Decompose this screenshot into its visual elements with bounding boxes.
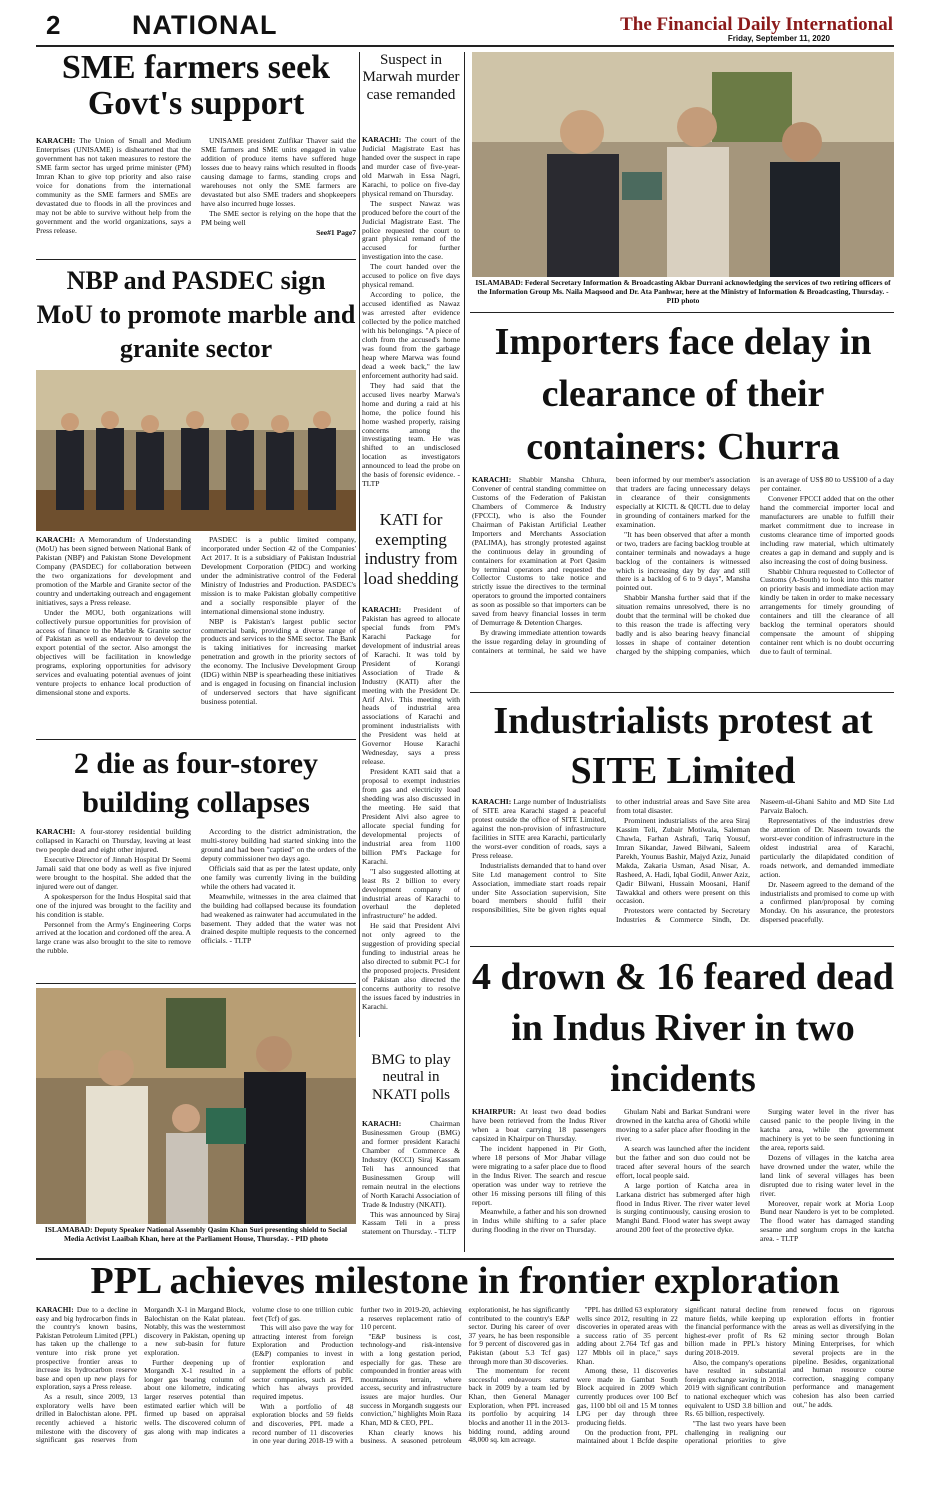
- indus-headline: 4 drown & 16 feared dead in Indus River in two incidents: [472, 956, 894, 1100]
- kati-para-3: "I also suggested allotting at least Rs 2 billion to every development company of industrial areas of Karachi to overhaul the depleted infrastructure" he added.: [362, 866, 460, 921]
- collapse-para-4: Personnel from the Army's Engineering Corps arrived at the location and cordoned off the area. A large crane was also brought to the site to remove the rubble.: [36, 919, 191, 956]
- marwah-para-5: They had said that the accused lives nearby Marwa's home and during a raid at his home, the police found his home washed properly, raising concerns among the investigating team. He was shifted to an undisclosed location as investigators announced to lead the probe on the basis of forensic evidence. - TLTP: [362, 380, 460, 489]
- marwah-dateline: KARACHI:: [362, 136, 402, 144]
- marwah-article: [362, 136, 460, 496]
- paper-name: The Financial Daily International: [620, 14, 893, 35]
- nbp-headline: NBP and PASDEC sign MoU to promote marble and granite sector: [36, 266, 356, 363]
- bmg-dateline: KARACHI:: [362, 1120, 402, 1128]
- issue-date: Friday, September 11, 2020: [727, 34, 830, 43]
- indus-para-3: Meanwhile, a father and his son drowned in Indus while shifting to a safer place during flooding in the river on Thursday.: [472, 1207, 606, 1235]
- marwah-para-2: The suspect Nawaz was produced before the court of the Judicial Magistrate East. The police requested the court to grant physical remand of the accused for further investigation into the case.: [362, 198, 460, 262]
- marwah-headline: Suspect in Marwah murder case remanded: [362, 52, 460, 103]
- ppl-para-6: "E&P business is cost, technology-and risk-intensive with a long gestation period, especially for gas. These are compounded in frontier areas with mountainous terrain, where access, security and infrastructure issues are major hurdles. Our success in Morgandh suggests our conviction," highlights Moin Raza Khan, MD & CEO, PPL.: [360, 1331, 462, 1427]
- site-dateline: KARACHI:: [472, 798, 512, 806]
- page-number: 2: [46, 10, 61, 40]
- sme-para-1: The Union of Small and Medium Enterprises (UNISAME) is disheartened that the government has not taken measures to restore the SME farm sector has urged prime minister (PM) Imran Khan to give top priority and also raise voice for donations from the international community as the SME farmers and SMEs are devastated due to floods in all the provinces and may not be able to survive without help from the government and the world organizations, says a Press release.: [36, 137, 192, 235]
- collapse-para-7: Meanwhile, witnesses in the area claimed that the building had collapsed because its foundation had weakened as rainwater had accumulated in the basement. They added that the water was not drained despite multiple requests to the concerned officials. - TLTP: [201, 891, 356, 946]
- masthead-rule: [36, 45, 894, 47]
- kati-para-4: He said that President Alvi not only agreed to the suggestion of providing special funding to industrial areas he also directed to submit PC-I for the proposed projects. President of Pakistan also directed the concerns authority to resolve the issues faced by industries in Karachi.: [362, 921, 460, 1011]
- site-article: [472, 798, 894, 940]
- importers-para-1: Shabbir Mansha Chhura, Convener of central standing committee on Customs of the Federation of Pakistan Chambers of Commerce & Industry (FPCCI), who is also the Founder Chairman of Pakistan Artificial Leather Importers and Merchants Association (PALIMA), has strongly protested against the continuous delay in grounding of containers for examination at Port Qasim by terminal operators and requested the Collector Customs to take notice and strictly issue the directives to the terminal operators to ground the imported containers as soon as possible so that importers can be saved from heavy financial losses in term of Demurrage & Detention Charges.: [472, 476, 607, 628]
- photo-bottom-caption: ISLAMABAD: Deputy Speaker National Assembly Qasim Khan Suri presenting shield to Social Media Activist Laaibah Khan, here at the Parliament House, Thursday. - PID photo: [44, 1226, 348, 1243]
- photo-top-caption: ISLAMABAD: Federal Secretary Information & Broadcasting Akbar Durrani acknowledging the services of two retiring officers of the Information Group Ms. Naila Maqsood and Dr. Ata Panhwar, here at the Ministry of Information & Broadcasting, Thursday. - PID photo: [475, 279, 891, 305]
- site-para-5: Representatives of the industries drew the attention of Dr. Naseem towards the worst-ever condition of infrastructure in the oldest industrial area of Karachi, particularly the dilapidated condition of roads network, and demanded immediate action.: [760, 815, 894, 879]
- nbp-para-1: A Memorandum of Understanding (MoU) has been signed between National Bank of Pakistan (NBP) and Pakistan Stone Development Company (PASDEC) for collaboration between the two organizations for development and promotion of the Marble and Granite sector of the country and undertaking outreach and engagement initiatives, says a Press release.: [36, 536, 191, 607]
- collapse-para-1: A four-storey residential building collapsed in Karachi on Thursday, leaving at least two people dead and eight other injured.: [36, 828, 191, 854]
- divider: [36, 1258, 894, 1260]
- importers-para-6: Shabbir Chhura requested to Collector of Customs (A-South) to look into this matter on priority basis and immediate action may kindly be taken in order to make necessary arrangements for timely grounding of containers and till the clearance of all backlog the terminal operators should compensate the amount of shipping container rent which is no doubt occurring due to fault of terminal.: [760, 566, 894, 657]
- kati-para-1: President of Pakistan has agreed to allocate special funds from PM's Karachi Package for development of industrial areas of Karachi. It was told by President of Korangi Association of Trade & Industry (KATI) after the meeting with the President Dr. Arif Alvi. This meeting with heads of industrial area associations of Karachi and prominent industrialists with the President was held at Governor House Karachi Wednesday, says a press release.: [362, 606, 460, 767]
- bmg-para-1: Chairman Businessmen Group (BMG) and former president Karachi Chamber of Commerce & Industry (KCCI) Siraj Kassam Teli has announced that Businessmen Group will remain neutral in the elections of North Karachi Association of Trade & Industry (NKATI).: [362, 1120, 460, 1209]
- divider: [36, 983, 356, 984]
- ppl-para-3: Further deepening up of Morgandh X-1 resulted in a longer gas bearing column of about one kilometre, indicating larger reserves potential than estimated earlier which will be firmed up based on appraisal wells. The discovered column of gas along with map indicates a volume close to one trillion cubic feet (Tcf) of gas.: [144, 1306, 354, 1436]
- photo-bottom-image: [36, 988, 356, 1224]
- ppl-para-13: "The last two years have been challenging in realigning our operational priorities to give renewed focus on rigorous exploration efforts in frontier areas as well as diversifying in the mining sector through Bolan Mining Enterprises, for which several projects are in the pipeline. Besides, organizational and human resource course correction, snagging company performance and management cohesion has also been carried out," he adds.: [684, 1306, 894, 1446]
- indus-dateline: KHAIRPUR:: [472, 1108, 516, 1116]
- ppl-article: [36, 1306, 894, 1482]
- collapse-headline: 2 die as four-storey building collapses: [73, 747, 319, 819]
- sme-continued: See#1 Page7: [316, 227, 356, 237]
- collapse-dateline: KARACHI:: [36, 828, 76, 836]
- site-para-3: Prominent industrialists of the area Siraj Kassim Teli, Zubair Motiwala, Saleman Chawla, Farhan Ashrafi, Tariq Yousuf, Imran Sikandar, Jawed Bilwani, Saleem Parekh, Younus Bashir, Majyd Aziz, Junaid Makda, Zakaria Usman, Asad Nisar, A. Rasheed, A. Hadi, Iqbal Godil, Anwer Aziz, Qadir Bilwani, Hussain Moosani, Hanif Tawakkal and others were present on this occasion.: [616, 815, 750, 906]
- site-para-2: Industrialists demanded that to hand over Site Ltd management control to Site Association, immediate start roads repair under Site Association supervision, Site board members should fulfil their responsibilities, Site be given rights equal to other industrial areas and Save Site area from total disaster.: [472, 798, 750, 915]
- collapse-para-3: A spokesperson for the Indus Hospital said that one of the injured was brought to the facility and his condition is stable.: [36, 891, 191, 919]
- ppl-para-7: Khan clearly knows his business. A seasoned petroleum explorationist, he has significantly contributed to the country's E&P sector. During his career of over 37 years, he has been responsible for 9 percent of discovered gas in Pakistan (about 5.3 Tcf gas) through more than 30 discoveries.: [360, 1306, 570, 1446]
- indus-para-1: At least two dead bodies have been retrieved from the Indus River when a boat carrying 18 passengers capsized in Khairpur on Thursday.: [472, 1108, 606, 1143]
- photo-top-image: [472, 52, 894, 277]
- bmg-article: [362, 1120, 460, 1252]
- photo-bottom: [36, 988, 356, 1224]
- sme-headline: SME farmers seek Govt's support: [61, 50, 331, 122]
- sme-article: [36, 137, 356, 255]
- indus-para-8: Dozens of villages in the katcha area have drowned under the water, while the land link of several villages has been disrupted due to rising water level in the river.: [760, 1152, 894, 1198]
- nbp-para-3: PASDEC is a public limited company, incorporated under Section 42 of the Companies' Act 2017. It is a subsidiary of Pakistan Industrial Development Corporation (PIDC) and working under the administrative control of the Federal Ministry of Industries and Production. PASDEC's mission is to make Pakistan globally competitive and a socially responsible player of the international dimensional stone industry.: [201, 536, 356, 616]
- column-rule: [464, 52, 465, 1252]
- marwah-para-4: According to police, the accused identified as Nawaz was arrested after evidence collected by the police matched with his belongings. "A piece of cloth from the accused's home was found from the garbage heap where Marwa was found dead a week back," the law enforcement authority had said.: [362, 290, 460, 380]
- indus-para-4: Ghulam Nabi and Barkat Sundrani were drowned in the katcha area of Ghotki while moving to a safer place after flooding in the river.: [616, 1108, 750, 1143]
- ppl-dateline: KARACHI:: [36, 1306, 74, 1314]
- bmg-para-2: This was announced by Siraj Kassam Teli in a press statement on Thursday. - TLTP: [362, 1209, 460, 1237]
- indus-para-6: A large portion of Katcha area in Larkana district has submerged after high flood in Indus River. The river water level is surging continuously, causing erosion to Manghi Band. Flood water has swept away around 200 feet of the protective dyke.: [616, 1180, 750, 1235]
- photo-top: [472, 52, 894, 277]
- divider: [470, 946, 894, 947]
- nbp-article: [36, 536, 356, 736]
- divider: [470, 692, 894, 693]
- kati-article: [362, 606, 460, 1026]
- marwah-para-1: The court of the Judicial Magistrate East has handed over the suspect in rape and murder case of five-year-old Marwah in Essa Nagri, Karachi, to police on five-day physical remand on Thursday.: [362, 136, 460, 198]
- importers-headline: Importers face delay in clearance of their containers: Churra: [494, 321, 872, 468]
- nbp-para-4: NBP is Pakistan's largest public sector commercial bank, providing a diverse range of products and services to the SME sector. The Bank is taking initiatives for increasing market penetration and growth in the priority sectors of the economy. The Inclusive Development Group (IDG) within NBP is spearheading these initiatives and is engaged in focusing on financial inclusion of underserved sectors that have significant business potential.: [201, 616, 356, 707]
- importers-para-3: "It has been observed that after a month or two, traders are facing backlog trouble at container terminals and nowadays a huge backlog of the containers is witnessed which is increasing day by day and still there is a backlog of 6 to 9 days", Mansha pointed out.: [616, 529, 750, 593]
- divider: [36, 259, 356, 260]
- column-rule: [359, 52, 360, 1037]
- bmg-headline: BMG to play neutral in NKATI polls: [371, 1052, 451, 1103]
- photo-nbp-image: [36, 370, 356, 531]
- ppl-para-11: On the production front, PPL maintained about 1 Bcfde despite significant natural decline from mature fields, while keeping up the financial performance with the highest-ever profit of Rs 62 billion made in PPL's history during 2018-2019.: [576, 1306, 786, 1446]
- divider: [36, 739, 356, 740]
- ppl-para-2: As a result, since 2009, 13 exploratory wells have been drilled in Balochistan alone. PPL recently achieved a historic milestone with the discovery of significant gas reserves from Morgandh X-1 in Margand Block, Balochistan on the Kalat plateau. Notably, this was the westernmost discovery in Pakistan, opening up a new sub-basin for future exploration.: [36, 1306, 246, 1445]
- section-name: NATIONAL: [132, 10, 278, 40]
- indus-para-9: Moreover, repair work at Moria Loop Bund near Naudero is yet to be completed. The flood water has damaged standing sesame and sorghum crops in the katcha area. - TLTP: [760, 1198, 894, 1244]
- collapse-para-5: According to the district administration, the multi-storey building had started sinking into the ground and had been "captied" on the orders of the deputy commissioner two days ago.: [201, 828, 356, 863]
- importers-dateline: KARACHI:: [472, 476, 512, 484]
- photo-nbp: [36, 370, 356, 531]
- importers-para-5: Convener FPCCI added that on the other hand the commercial importer local and manufacturers are unable to fulfill their market commitment due to increase in customs clearance time of imported goods including raw material, which ultimately creates a gap in demand and supply and is also increasing the cost of doing business.: [760, 493, 894, 566]
- masthead: [0, 0, 945, 46]
- collapse-para-6: Officials said that as per the latest update, only one family was currently living in the building while the others had vacated it.: [201, 863, 356, 891]
- sme-dateline: KARACHI:: [36, 137, 76, 145]
- importers-article: [472, 476, 894, 688]
- ppl-para-5: With a portfolio of 48 exploration blocks and 59 fields and discoveries, PPL made a record number of 11 discoveries in one year during 2018-19 with a further two in 2019-20, achieving a reserves replacement ratio of 110 percent.: [252, 1306, 462, 1446]
- kati-para-2: President KATI said that a proposal to exempt industries from gas and electricity load shedding was also discussed in the meeting. He said that President Alvi also agree to allocate special funding for developmental projects of industrial area from 1100 billion PM's Package for Karachi.: [362, 767, 460, 866]
- indus-para-7: Surging water level in the river has caused panic to the people living in the katcha area, while the government machinery is yet to be seen functioning in the area, reports said.: [760, 1108, 894, 1152]
- site-para-6: Dr. Naseem agreed to the demand of the industrialists and promised to come up with a confirmed plan/proposal by coming Monday. On his assurance, the protestors dispersed peacefully.: [760, 879, 894, 925]
- site-para-1: Large number of Industrialists of SITE area Karachi staged a peaceful protest outside the office of SITE Limited, against the non-provision of infrastructure facilities in SITE area Karachi, particularly the worst-ever condition of roads, says a Press release.: [472, 798, 606, 860]
- sme-para-2: UNISAME president Zulfikar Thaver said the SME farmers and SME units engaged in value addition of produce items have suffered huge losses due to heavy rains which resulted in floods causing damage to farms, standing crops and warehouses not only the SME farmers are devastated but also SME traders and shopkeepers have also incurred huge losses.: [201, 137, 356, 208]
- collapse-para-2: Executive Director of Jinnah Hospital Dr Seemi Jamali said that one body as well as five injured were brought to the hospital. She added that the injured were out of danger.: [36, 854, 191, 891]
- nbp-dateline: KARACHI:: [36, 536, 76, 544]
- ppl-para-1: Due to a decline in easy and big hydrocarbon finds in the country's known basins, Pakistan Petroleum Limited (PPL) has taken up the challenge to venture into risk prone yet prospective frontier areas to increase its hydrocarbon reserve base and open up new plays for exploration, says a Press release.: [36, 1306, 138, 1392]
- indus-para-2: The incident happened in Pir Goth, where 18 persons of Mor Jhabar village were migrating to a safer place due to flood in the Indus River. The search and rescue operation was under way to retrieve the other 16 missing persons till filing of this report.: [472, 1143, 606, 1207]
- collapse-article: [36, 828, 356, 978]
- ppl-para-8: The momentum for recent successful endeavours started back in 2009 by a team led by Khan, then General Manager Exploration, when PPL increased its portfolio by acquiring 14 blocks and another 11 in the 2013-bidding round, adding around 48,000 sq. km acreage.: [468, 1366, 570, 1445]
- indus-para-5: A search was launched after the incident but the father and son duo could not be traced after several hours of the search effort, local people said.: [616, 1143, 750, 1180]
- importers-para-2: By drawing immediate attention towards the issue regarding delay in grounding of containers at terminal, he said we have been informed by our member's association that traders are facing unnecessary delays in clearance of their consignments especially at KICTL & QICTL due to delay in grounding of containers marked for the examination.: [472, 476, 750, 656]
- sme-para-3: The SME sector is relying on the hope that the PM being well: [201, 208, 356, 227]
- nbp-para-2: Under the MOU, both organizations will collectively pursue opportunities for provision of access of finance to the Marble & Granite sector of Pakistan as well as endeavour to develop the export potential of the sector. Also amongst the objectives will be facilitation in knowledge programs, exploring opportunities for advisory services and evaluating potential avenues of joint venture projects to enhance local production of dimensional stone and exports.: [36, 607, 191, 698]
- ppl-headline: PPL achieves milestone in frontier exploration: [90, 1262, 840, 1302]
- site-para-4: Protestors were contacted by Secretary Industries & Commerce Sindh, Dr. Naseem-ul-Ghani Sahito and MD Site Ltd Parvaiz Baloch.: [616, 798, 894, 925]
- importers-para-4: Shabbir Mansha further said that if the situation remains unresolved, there is no doubt that the terminal will be choked due to this reason the trade is affecting very badly and is also bearing heavy financial losses in shape of container detention charged by the shipping companies, which is an average of US$ 80 to US$100 of a day per container.: [616, 476, 894, 657]
- ppl-para-12: Also, the company's operations have resulted in substantial foreign exchange saving in 2018-2019 with significant contribution to national exchequer which was equivalent to USD 3.8 billion and Rs. 65 billion, respectively.: [684, 1357, 786, 1419]
- marwah-para-3: The court handed over the accused to police on five days physical remand.: [362, 262, 460, 290]
- ppl-para-4: This will also pave the way for attracting interest from foreign Exploration and Production (E&P) companies to invest in frontier exploration and supplement the efforts of public sector companies, such as PPL which has always provided required impetus.: [252, 1323, 354, 1402]
- kati-headline: KATI for exempting industry from load shedding: [363, 510, 459, 588]
- site-headline: Industrialists protest at SITE Limited: [493, 700, 873, 793]
- divider: [470, 312, 894, 313]
- kati-dateline: KARACHI:: [362, 606, 402, 614]
- ppl-para-10: Among these, 11 discoveries were made in Gambat South Block acquired in 2009 which currently produces over 100 Bcf gas, 1100 bbl oil and 15 M tonnes LPG per day through three producing fields.: [576, 1366, 678, 1427]
- ppl-para-9: "PPL has drilled 63 exploratory wells since 2012, resulting in 22 discoveries in operated areas with a success ratio of 35 percent adding about 2.764 Tcf gas and 127 Mbbls oil in place," says Khan.: [576, 1306, 678, 1366]
- indus-article: [472, 1108, 894, 1254]
